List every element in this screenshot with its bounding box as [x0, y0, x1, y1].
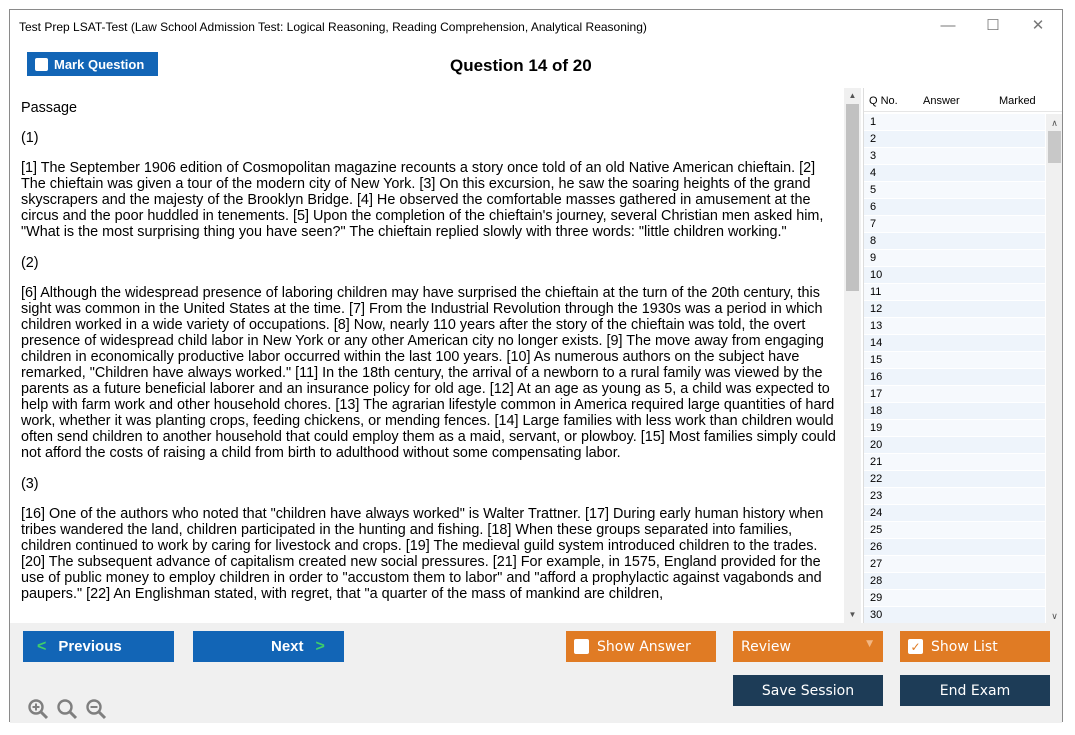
footer-bar [10, 623, 1062, 723]
passage-scrollbar[interactable] [844, 88, 861, 623]
question-list-row[interactable]: 19 [864, 420, 1045, 437]
show-answer-button[interactable] [566, 631, 716, 662]
list-scrollbar[interactable] [1046, 114, 1062, 623]
question-list-row[interactable]: 11 [864, 284, 1045, 301]
next-label: Next [271, 638, 304, 655]
col-qno: Q No. [869, 95, 898, 107]
question-list-row[interactable]: 30 [864, 607, 1045, 623]
question-list [863, 88, 1062, 623]
section-text: [16] One of the authors who noted that "children have always worked" is Walter Trattner. [17] During early human history when tribes wandered the land, children participated in the hunting and fishing. [18] When these groups separated into families, children continued to work by caring for livestock and crops. [19] The medieval guild system introduced children to the trades. [20] The subsequent advance of capitalism created new social pressures. [21] For example, in 1575, England provided for the use of public money to employ children in order to "accustom them to labor" and "afford a prophylactic against vagabonds and paupers." [22] An Englishman stated, with regret, that "a quarter of the mass of mankind are children, [21, 506, 824, 602]
previous-button[interactable] [23, 631, 174, 662]
show-list-label: Show List [931, 638, 998, 655]
list-scroll-up-icon[interactable]: ∧ [1051, 118, 1058, 128]
question-list-row[interactable]: 25 [864, 522, 1045, 539]
end-exam-button[interactable] [900, 675, 1050, 706]
list-scroll-down-icon[interactable]: ∨ [1051, 611, 1058, 621]
question-list-row[interactable]: 17 [864, 386, 1045, 403]
question-list-row[interactable]: 1 [864, 114, 1045, 131]
end-exam-label: End Exam [939, 682, 1011, 699]
question-list-row[interactable]: 23 [864, 488, 1045, 505]
show-list-checkmark-icon: ✓ [908, 639, 923, 654]
show-list-button[interactable] [900, 631, 1050, 662]
section-text: [1] The September 1906 edition of Cosmopolitan magazine recounts a story once told of an old Native American chieftain. [2] The chieftain was given a tour of the modern city of New York. [3] On this excursion, he saw the soaring heights of the grand skyscrapers and the majesty of the Brooklyn Bridge. [4] He observed the comfortable masses gathered in amusement at the circus and the poor huddled in tenements. [5] Upon the completion of the chieftain's journey, several Christian men asked him, "What is the most surprising thing you have seen?" The chieftain replied slowly with three words: "little children working." [21, 160, 824, 240]
question-list-row[interactable]: 10 [864, 267, 1045, 284]
question-list-row[interactable]: 15 [864, 352, 1045, 369]
question-list-row[interactable]: 26 [864, 539, 1045, 556]
section-label: (3) [21, 476, 39, 492]
scroll-up-icon[interactable]: ▲ [848, 91, 857, 100]
question-list-row[interactable]: 8 [864, 233, 1045, 250]
question-list-row[interactable]: 18 [864, 403, 1045, 420]
minimize-button[interactable]: — [940, 17, 956, 34]
zoom-out-icon[interactable] [85, 698, 107, 720]
question-list-row[interactable]: 14 [864, 335, 1045, 352]
question-list-row[interactable]: 7 [864, 216, 1045, 233]
show-answer-checkbox-icon [574, 639, 589, 654]
zoom-in-icon[interactable] [27, 698, 49, 720]
col-answer: Answer [923, 95, 960, 107]
question-list-row[interactable]: 21 [864, 454, 1045, 471]
app-window [9, 9, 1063, 722]
section-label: (2) [21, 255, 39, 271]
scroll-down-icon[interactable]: ▼ [848, 610, 857, 619]
maximize-button[interactable]: ☐ [986, 17, 1000, 34]
question-title: Question 14 of 20 [450, 56, 592, 75]
question-list-row[interactable]: 12 [864, 301, 1045, 318]
title-bar [10, 10, 1062, 42]
question-list-row[interactable]: 24 [864, 505, 1045, 522]
mark-checkbox-icon [35, 58, 48, 71]
passage-heading: Passage [21, 100, 78, 116]
question-list-row[interactable]: 6 [864, 199, 1045, 216]
question-list-header [864, 88, 1062, 112]
window-title: Test Prep LSAT-Test (Law School Admission Test: Logical Reasoning, Reading Comprehension, Analytical Reasoning) [19, 20, 647, 34]
question-list-row[interactable]: 9 [864, 250, 1045, 267]
save-session-label: Save Session [761, 682, 855, 699]
question-list-row[interactable]: 13 [864, 318, 1045, 335]
section-text: [6] Although the widespread presence of laboring children may have surprised the chieftain at the turn of the 20th century, this sight was common in the United States at the time. [7] From the Industrial Revolution through the 1930s was a period in which children worked in a wide variety of occupations. [8] Now, nearly 110 years after the story of the chieftain was told, the overt presence of widespread child labor in New York or any other American city no longer exists. [9] The move away from engaging children in economically productive labor occurred within the last 100 years. [10] As numerous authors on the subject have remarked, "Children have always worked." [11] In the 18th century, the arrival of a newborn to a rural family was viewed by the parents as a future beneficial laborer and an insurance policy for old age. [12] At an age as young as 5, a child was expected to help with farm work and other household chores. [13] The agrarian lifestyle common in America required large quantities of hard work, whether it was planting crops, feeding chickens, or mending fences. [14] Large families with less work than children would often send children to another household that could employ them as a maid, servant, or plowboy. [15] Most families simply could not afford the costs of raising a child from birth to adulthood without some compensating labor. [21, 285, 836, 461]
review-dropdown[interactable] [733, 631, 883, 662]
question-rows [864, 114, 1045, 623]
previous-label: Previous [58, 638, 122, 655]
question-list-row[interactable]: 16 [864, 369, 1045, 386]
chevron-left-icon: < [37, 637, 47, 655]
show-answer-label: Show Answer [597, 638, 691, 655]
passage-panel[interactable] [21, 94, 843, 623]
section-label: (1) [21, 130, 39, 146]
chevron-right-icon: > [315, 637, 325, 655]
mark-question-button[interactable] [27, 52, 158, 76]
question-list-row[interactable]: 28 [864, 573, 1045, 590]
mark-question-label: Mark Question [54, 56, 145, 72]
next-button[interactable] [193, 631, 344, 662]
zoom-reset-icon[interactable] [56, 698, 78, 720]
question-list-row[interactable]: 3 [864, 148, 1045, 165]
question-list-row[interactable]: 20 [864, 437, 1045, 454]
list-scroll-thumb[interactable] [1048, 131, 1061, 163]
question-list-row[interactable]: 27 [864, 556, 1045, 573]
close-button[interactable]: ✕ [1031, 17, 1045, 34]
dropdown-arrow-icon: ▼ [866, 639, 873, 649]
passage-scroll-thumb[interactable] [846, 104, 859, 291]
review-label: Review [741, 638, 791, 655]
question-list-row[interactable]: 2 [864, 131, 1045, 148]
question-list-row[interactable]: 29 [864, 590, 1045, 607]
question-list-row[interactable]: 22 [864, 471, 1045, 488]
question-list-row[interactable]: 4 [864, 165, 1045, 182]
question-list-row[interactable]: 5 [864, 182, 1045, 199]
col-marked: Marked [999, 95, 1036, 107]
save-session-button[interactable] [733, 675, 883, 706]
